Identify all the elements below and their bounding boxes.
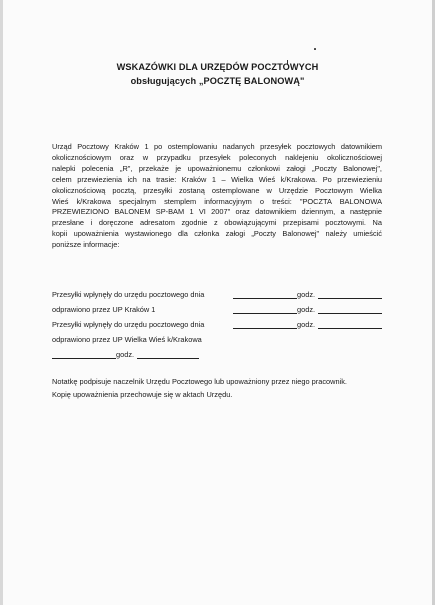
paragraph-line: okolicznościową pocztą, przesyłki zostaną ostemplowane w Urzędzie Pocztowym Wielka: [52, 185, 382, 195]
time-blank-4: [137, 358, 199, 359]
paragraph-line: poniższe informacje:: [52, 240, 120, 250]
godz-label-2: godz.: [297, 305, 316, 314]
date-blank-2: [233, 313, 297, 314]
paragraph-line: okolicznościowym oraz w przypadku przesyłek poleconych naklejeniu okolicznościowej: [52, 152, 382, 162]
time-blank-3: [318, 328, 382, 329]
form-label-arrival-2: Przesyłki wpłynęły do urzędu pocztowego dnia: [52, 320, 205, 329]
form-label-dispatch-1: odprawiono przez UP Kraków 1: [52, 305, 156, 314]
title-line-2: obsługujących „POCZTĘ BALONOWĄ": [130, 76, 305, 86]
godz-label-4: godz.: [116, 350, 135, 359]
paragraph-line: PRZEWIEZIONO BALONEM SP-BAM 1 VI 2007" oraz datownikiem dziennym, a następnie: [52, 207, 382, 217]
scan-speck: [314, 48, 316, 50]
paragraph-line: Urząd Pocztowy Kraków 1 po ostemplowaniu nadanych przesyłek pocztowych datownikiem: [52, 142, 382, 151]
paragraph-line: kopii upoważnienia wystawionego dla członka załogi „Poczty Balonowej" należy umieścić: [52, 229, 382, 239]
date-blank-1: [233, 298, 297, 299]
scan-edge-left: [0, 0, 3, 605]
note-line-1: Notatkę podpisuje naczelnik Urzędu Pocztowego lub upoważniony przez niego pracownik.: [52, 377, 347, 386]
time-blank-1: [318, 298, 382, 299]
form-label-arrival-1: Przesyłki wpłynęły do urzędu pocztowego dnia: [52, 290, 205, 299]
instructions-paragraph: [52, 142, 382, 251]
date-blank-4: [52, 358, 116, 359]
godz-label-3: godz.: [297, 320, 316, 329]
time-blank-2: [318, 313, 382, 314]
date-blank-3: [233, 328, 297, 329]
godz-label-1: godz.: [297, 290, 316, 299]
paragraph-line: przesłane i doręczone adresatom zgodnie z obowiązującymi przepisami pocztowymi. Na: [52, 218, 382, 228]
document-title: [0, 60, 435, 88]
paragraph-line: nalepki polecenia „R", przekaże je upoważnionemu członkowi załogi „Poczty Balonowej",: [52, 163, 382, 173]
paragraph-line: Wieś k/Krakowa specjalnym stemplem informacyjnym o treści: "POCZTA BALONOWA: [52, 196, 382, 206]
paragraph-line: celem przewiezienia ich na trasie: Kraków 1 – Wielka Wieś k/Krakowa. Po przewiezieniu: [52, 174, 382, 184]
note-line-2: Kopię upoważnienia przechowuje się w aktach Urzędu.: [52, 390, 233, 399]
form-label-dispatch-2: odprawiono przez UP Wielka Wieś k/Krakowa: [52, 335, 202, 344]
title-line-1: WSKAZÓWKI DLA URZĘDÓW POCZTOWYCH: [116, 62, 319, 72]
